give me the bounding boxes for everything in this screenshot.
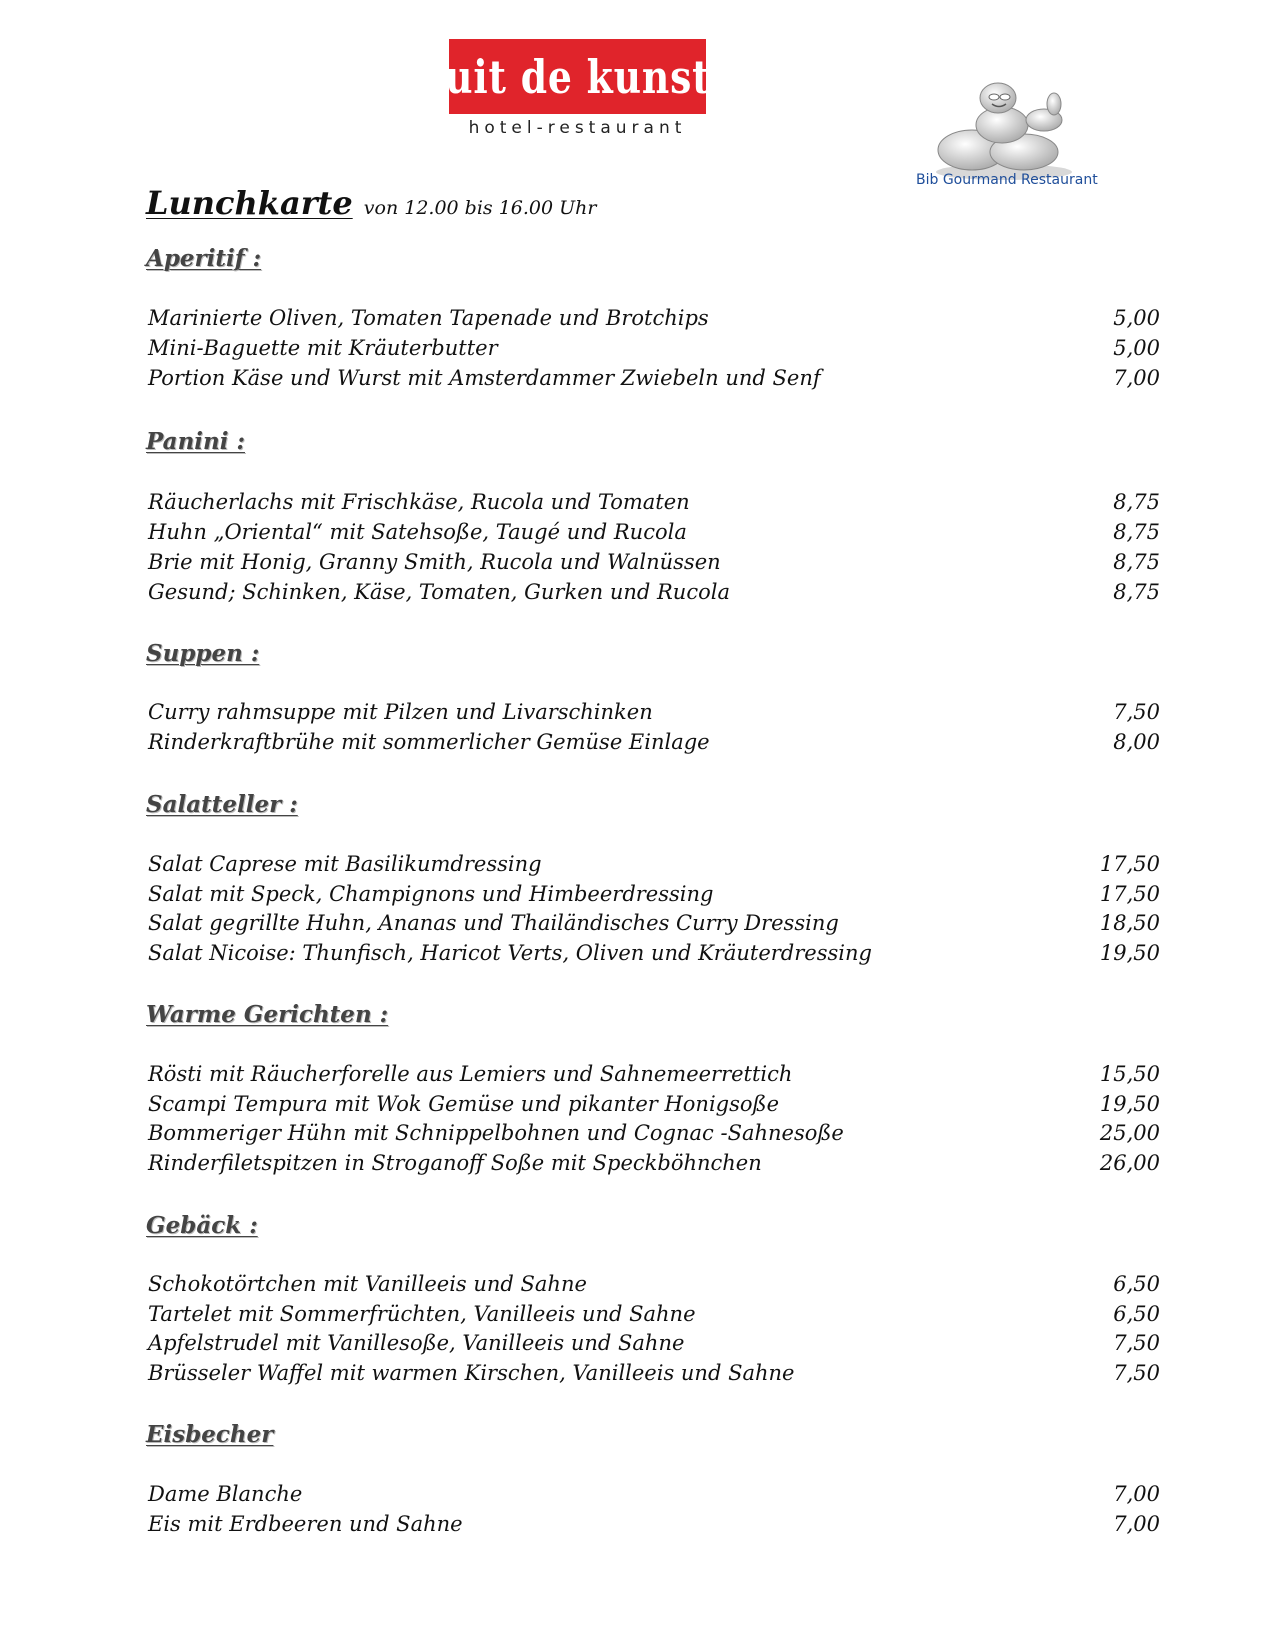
menu-item-name: Räucherlachs mit Frischkäse, Rucola und Tomaten [148,490,690,514]
section-heading-panini: Panini : [146,428,245,455]
menu-item-name: Dame Blanche [148,1482,303,1506]
section-heading-salatteller: Salatteller : [146,791,298,818]
section-heading-warme-gerichten: Warme Gerichten : [146,1001,389,1028]
menu-item-price: 8,00 [1113,730,1160,754]
section-heading-suppen: Suppen : [146,640,260,667]
menu-item-price: 7,50 [1113,1361,1160,1385]
menu-item-price: 26,00 [1099,1151,1160,1175]
menu-item-name: Scampi Tempura mit Wok Gemüse und pikanter Honigsoße [148,1092,779,1116]
menu-item-price: 8,75 [1113,490,1160,514]
menu-item-price: 19,50 [1099,941,1160,965]
menu-item-price: 8,75 [1113,550,1160,574]
menu-item-price: 7,50 [1113,1331,1160,1355]
menu-item-name: Portion Käse und Wurst mit Amsterdammer Zwiebeln und Senf [148,366,821,390]
section-heading-eisbecher: Eisbecher [146,1421,274,1448]
menu-item-name: Huhn „Oriental“ mit Satehsoße, Taugé und Rucola [148,520,687,544]
menu-item-name: Apfelstrudel mit Vanillesoße, Vanilleeis und Sahne [148,1331,685,1355]
menu-item-price: 7,50 [1113,700,1160,724]
bib-gourmand-label: Bib Gourmand Restaurant [916,172,1098,188]
menu-item-price: 8,75 [1113,580,1160,604]
menu-item-price: 7,00 [1113,1512,1160,1536]
menu-item-name: Rösti mit Räucherforelle aus Lemiers und Sahnemeerrettich [148,1062,793,1086]
menu-item-price: 7,00 [1113,1482,1160,1506]
menu-title [146,184,596,222]
menu-item-name: Salat Nicoise: Thunfisch, Haricot Verts, Oliven und Kräuterdressing [148,941,872,965]
menu-item-name: Salat gegrillte Huhn, Ananas und Thailändisches Curry Dressing [148,911,839,935]
menu-item-name: Gesund; Schinken, Käse, Tomaten, Gurken und Rucola [148,580,730,604]
menu-item-name: Eis mit Erdbeeren und Sahne [148,1512,463,1536]
menu-item-price: 17,50 [1099,882,1160,906]
menu-item-name: Rinderkraftbrühe mit sommerlicher Gemüse Einlage [148,730,710,754]
menu-item-price: 5,00 [1113,306,1160,330]
logo-name: uit de kunst [444,49,711,104]
logo-subtitle: hotel-restaurant [468,118,687,138]
menu-item-name: Brüsseler Waffel mit warmen Kirschen, Vanilleeis und Sahne [148,1361,795,1385]
menu-item-name: Curry rahmsuppe mit Pilzen und Livarschinken [148,700,653,724]
menu-item-price: 25,00 [1099,1121,1160,1145]
menu-item-price: 19,50 [1099,1092,1160,1116]
menu-item-name: Marinierte Oliven, Tomaten Tapenade und Brotchips [148,306,709,330]
bibendum-icon [924,80,1084,180]
menu-item-price: 6,50 [1113,1272,1160,1296]
menu-item-price: 5,00 [1113,336,1160,360]
menu-item-name: Salat mit Speck, Champignons und Himbeerdressing [148,882,714,906]
menu-item-price: 6,50 [1113,1302,1160,1326]
section-heading-geback: Gebäck : [146,1212,258,1239]
menu-item-name: Mini-Baguette mit Kräuterbutter [148,336,498,360]
menu-item-name: Rinderfiletspitzen in Stroganoff Soße mit Speckböhnchen [148,1151,762,1175]
menu-item-name: Bommeriger Hühn mit Schnippelbohnen und Cognac -Sahnesoße [148,1121,844,1145]
logo [444,39,711,114]
menu-item-price: 17,50 [1099,852,1160,876]
menu-item-price: 7,00 [1113,366,1160,390]
menu-item-name: Brie mit Honig, Granny Smith, Rucola und Walnüssen [148,550,721,574]
page-title: Lunchkarte [146,184,353,222]
section-heading-aperitif: Aperitif : [146,245,262,272]
menu-item-name: Schokotörtchen mit Vanilleeis und Sahne [148,1272,587,1296]
serving-hours: von 12.00 bis 16.00 Uhr [363,197,597,219]
menu-item-name: Salat Caprese mit Basilikumdressing [148,852,542,876]
menu-item-price: 8,75 [1113,520,1160,544]
menu-item-price: 18,50 [1099,911,1160,935]
menu-item-name: Tartelet mit Sommerfrüchten, Vanilleeis und Sahne [148,1302,696,1326]
menu-item-price: 15,50 [1099,1062,1160,1086]
